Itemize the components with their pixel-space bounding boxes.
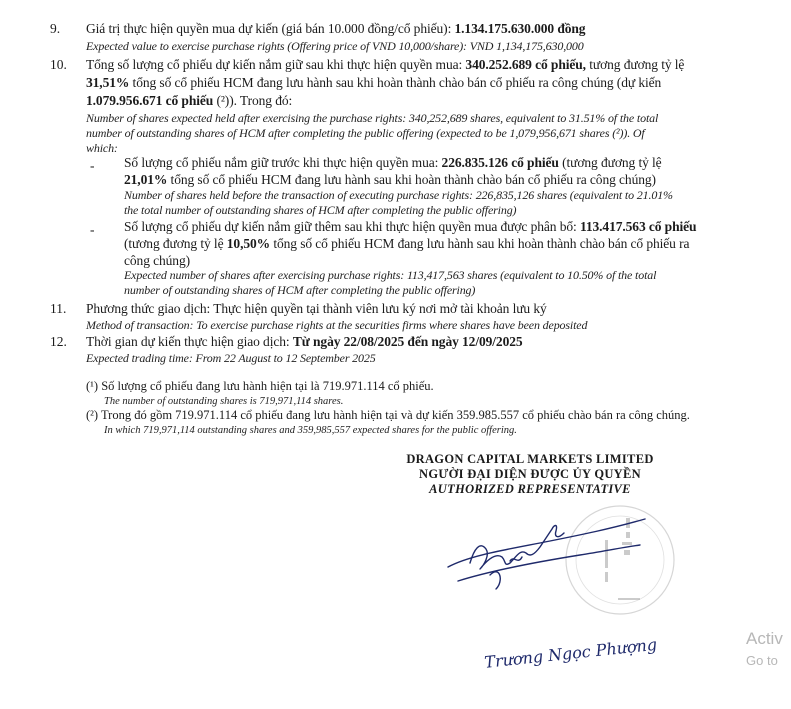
footnote-2-en: In which 719,971,114 outstanding shares and 359,985,557 expected shares for the public offering.	[104, 425, 517, 436]
item-12-number: 12.	[50, 334, 67, 349]
item-10-vi-line1: Tổng số lượng cổ phiếu dự kiến nắm giữ sau khi thực hiện quyền mua: 340.252.689 cổ phiếu, tương đương tỷ lệ	[86, 57, 685, 72]
signature-scribble-icon	[440, 505, 660, 595]
bullet-1-vi-line2: 21,01% tổng số cổ phiếu HCM đang lưu hành sau khi hoàn thành chào bán cổ phiếu ra công chúng)	[124, 172, 656, 187]
company-name: DRAGON CAPITAL MARKETS LIMITED	[406, 452, 654, 466]
authorized-representative-en: AUTHORIZED REPRESENTATIVE	[429, 482, 631, 496]
authorized-representative-vi: NGƯỜI ĐẠI DIỆN ĐƯỢC ỦY QUYỀN	[419, 467, 641, 481]
bullet-1-dash: -	[90, 158, 95, 173]
footnote-1-en: The number of outstanding shares is 719,971,114 shares.	[104, 396, 344, 407]
item-11-number: 11.	[50, 301, 67, 316]
item-12-en: Expected trading time: From 22 August to 12 September 2025	[86, 351, 376, 365]
item-9-vi: Giá trị thực hiện quyền mua dự kiến (giá bán 10.000 đồng/cổ phiếu): 1.134.175.630.000 đồng	[86, 21, 586, 36]
item-9-number: 9.	[50, 21, 61, 36]
svg-text:Trương Ngọc Phượng: Trương Ngọc Phượng	[483, 634, 658, 672]
item-9-en: Expected value to exercise purchase rights (Offering price of VND 10,000/share): VND 1,134,175,630,000	[86, 39, 584, 53]
item-11-vi: Phương thức giao dịch: Thực hiện quyền tại thành viên lưu ký nơi mở tài khoản lưu ký	[86, 301, 547, 316]
bullet-1-vi-line1: Số lượng cổ phiếu nắm giữ trước khi thực hiện quyền mua: 226.835.126 cổ phiếu (tương đương tỷ lệ	[124, 155, 662, 170]
item-10-number: 10.	[50, 57, 67, 72]
item-12-vi: Thời gian dự kiến thực hiện giao dịch: Từ ngày 22/08/2025 đến ngày 12/09/2025	[86, 334, 523, 349]
bullet-1-en-line1: Number of shares held before the transaction of executing purchase rights: 226,835,126 shares (equivalent to 21.01%	[124, 188, 673, 202]
bullet-2-dash: -	[90, 222, 95, 237]
item-10-en-line3: which:	[86, 141, 118, 155]
item-10-en-line2: number of outstanding shares of HCM after completing the public offering (expected to be 1,079,956,671 shares (²)). Of	[86, 126, 645, 140]
bullet-2-vi-line3: công chúng)	[124, 253, 191, 268]
activation-watermark-line2: Go to	[746, 653, 778, 668]
bullet-2-vi-line2: (tương đương tỷ lệ 10,50% tổng số cổ phiếu HCM đang lưu hành sau khi hoàn thành chào bán cổ phiếu ra	[124, 236, 690, 251]
bullet-2-en-line2: number of outstanding shares of HCM after completing the public offering)	[124, 283, 476, 297]
footnote-1-vi: (¹) Số lượng cổ phiếu đang lưu hành hiện tại là 719.971.114 cổ phiếu.	[86, 379, 434, 393]
item-10-vi-line3: 1.079.956.671 cổ phiếu (²)). Trong đó:	[86, 93, 293, 108]
bullet-2-en-line1: Expected number of shares after exercising purchase rights: 113,417,563 shares (equivalent to 10.50% of the total	[124, 268, 657, 282]
bullet-2-vi-line1: Số lượng cổ phiếu dự kiến nắm giữ thêm sau khi thực hiện quyền mua được phân bổ: 113.417.563 cổ phiếu	[124, 219, 697, 234]
item-11-en: Method of transaction: To exercise purchase rights at the securities firms where shares have been deposited	[86, 318, 588, 332]
footnote-2-vi: (²) Trong đó gồm 719.971.114 cổ phiếu đang lưu hành hiện tại và dự kiến 359.985.557 cổ phiếu chào bán ra công chúng.	[86, 408, 690, 422]
activation-watermark-line1: Activ	[746, 629, 783, 648]
item-10-vi-line2: 31,51% tổng số cổ phiếu HCM đang lưu hành sau khi hoàn thành chào bán cổ phiếu ra công chúng (dự kiến	[86, 75, 662, 90]
handwritten-signer-name	[480, 634, 658, 675]
bullet-1-en-line2: the total number of outstanding shares of HCM after completing the public offering)	[124, 203, 517, 217]
item-10-en-line1: Number of shares expected held after exercising the purchase rights: 340,252,689 shares, equivalent to 31.51% of the total	[86, 111, 659, 125]
